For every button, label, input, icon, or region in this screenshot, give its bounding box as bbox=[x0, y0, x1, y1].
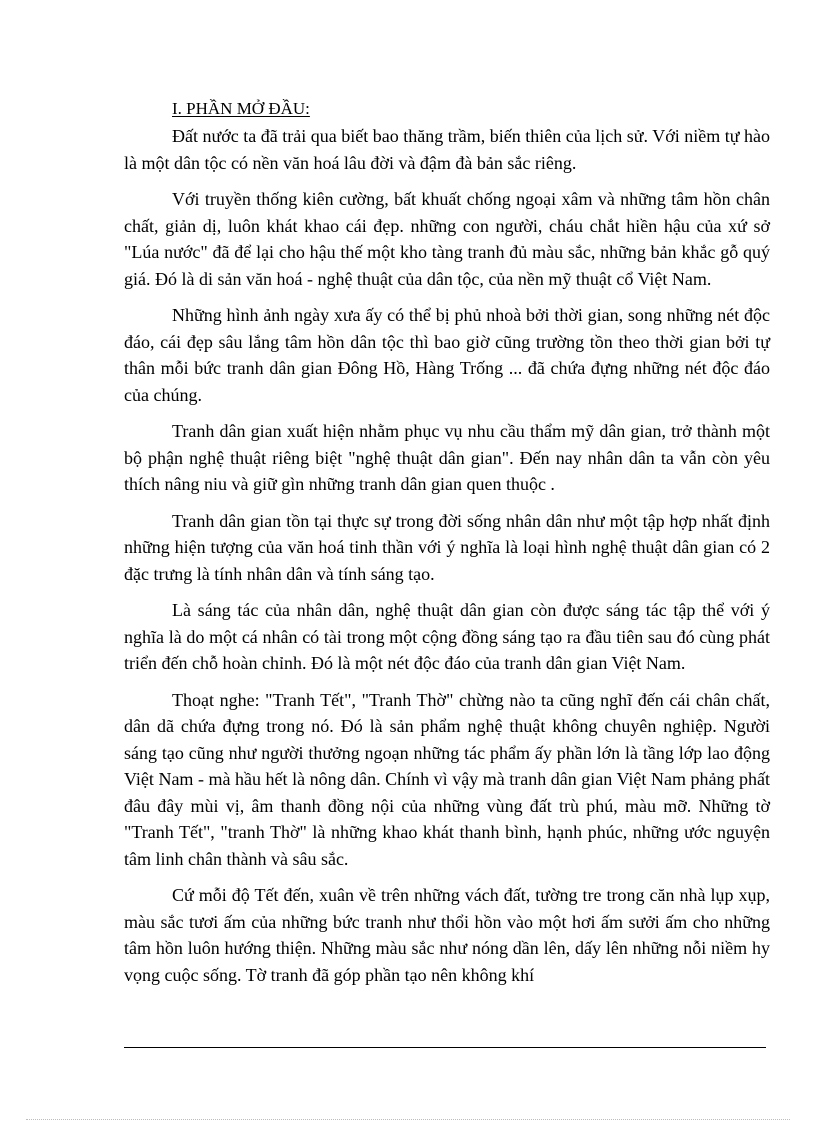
paragraph: Đất nước ta đã trải qua biết bao thăng trầm, biến thiên của lịch sử. Với niềm tự hào là một dân tộc có nền văn hoá lâu đời và đậm đà bản sắc riêng. bbox=[124, 126, 770, 173]
document-body bbox=[124, 97, 770, 998]
footer-divider bbox=[124, 1047, 766, 1048]
paragraph: Cứ mỗi độ Tết đến, xuân về trên những vách đất, tường tre trong căn nhà lụp xụp, màu sắc tươi ấm của những bức tranh như thổi hồn vào một hơi ấm sưởi ấm cho những tâm hồn luôn hướng thiện. Những màu sắc như nóng dần lên, dấy lên những nỗi niềm hy vọng cuộc sống. Tờ tranh đã góp phần tạo nên không khí bbox=[124, 885, 770, 985]
paragraph: Là sáng tác của nhân dân, nghệ thuật dân gian còn được sáng tác tập thể với ý nghĩa là do một cá nhân có tài trong một cộng đồng sáng tạo ra đầu tiên sau đó cùng phát triển đến chỗ hoàn chỉnh. Đó là một nét độc đáo của tranh dân gian Việt Nam. bbox=[124, 600, 770, 673]
paragraph: Với truyền thống kiên cường, bất khuất chống ngoại xâm và những tâm hồn chân chất, giản dị, luôn khát khao cái đẹp. những con người, cháu chắt hiền hậu của xứ sở "Lúa nước" đã để lại cho hậu thế một kho tàng tranh đủ màu sắc, những bản khắc gỗ quý giá. Đó là di sản văn hoá - nghệ thuật của dân tộc, của nền mỹ thuật cổ Việt Nam. bbox=[124, 189, 770, 289]
section-heading: I. PHẦN MỞ ĐẦU: bbox=[172, 99, 310, 118]
page-bottom-edge bbox=[26, 1119, 790, 1120]
paragraph: Những hình ảnh ngày xưa ấy có thể bị phủ nhoà bởi thời gian, song những nét độc đáo, cái đẹp sâu lắng tâm hồn dân tộc thì bao giờ cũng trường tồn theo thời gian bởi tự thân mỗi bức tranh dân gian Đông Hồ, Hàng Trống ... đã chứa đựng những nét độc đáo của chúng. bbox=[124, 305, 770, 405]
paragraph: Tranh dân gian tồn tại thực sự trong đời sống nhân dân như một tập hợp nhất định những hiện tượng của văn hoá tinh thần với ý nghĩa là loại hình nghệ thuật dân gian có 2 đặc trưng là tính nhân dân và tính sáng tạo. bbox=[124, 510, 770, 584]
paragraph: Thoạt nghe: "Tranh Tết", "Tranh Thờ" chừng nào ta cũng nghĩ đến cái chân chất, dân dã chứa đựng trong nó. Đó là sản phẩm nghệ thuật không chuyên nghiệp. Người sáng tạo cũng như người thưởng ngoạn những tác phẩm ấy phần lớn là tầng lớp lao động Việt Nam - mà hầu hết là nông dân. Chính vì vậy mà tranh dân gian Việt Nam phảng phất đâu đây mùi vị, âm thanh đồng nội của những vùng đất trù phú, màu mỡ. Những tờ "Tranh Tết", "tranh Thờ" là những khao khát thanh bình, hạnh phúc, những ước nguyện tâm linh chân thành và sâu sắc. bbox=[124, 689, 770, 869]
paragraph: Tranh dân gian xuất hiện nhằm phục vụ nhu cầu thẩm mỹ dân gian, trở thành một bộ phận nghệ thuật riêng biệt "nghệ thuật dân gian". Đến nay nhân dân ta vẫn còn yêu thích nâng niu và giữ gìn những tranh dân gian quen thuộc . bbox=[124, 421, 770, 494]
